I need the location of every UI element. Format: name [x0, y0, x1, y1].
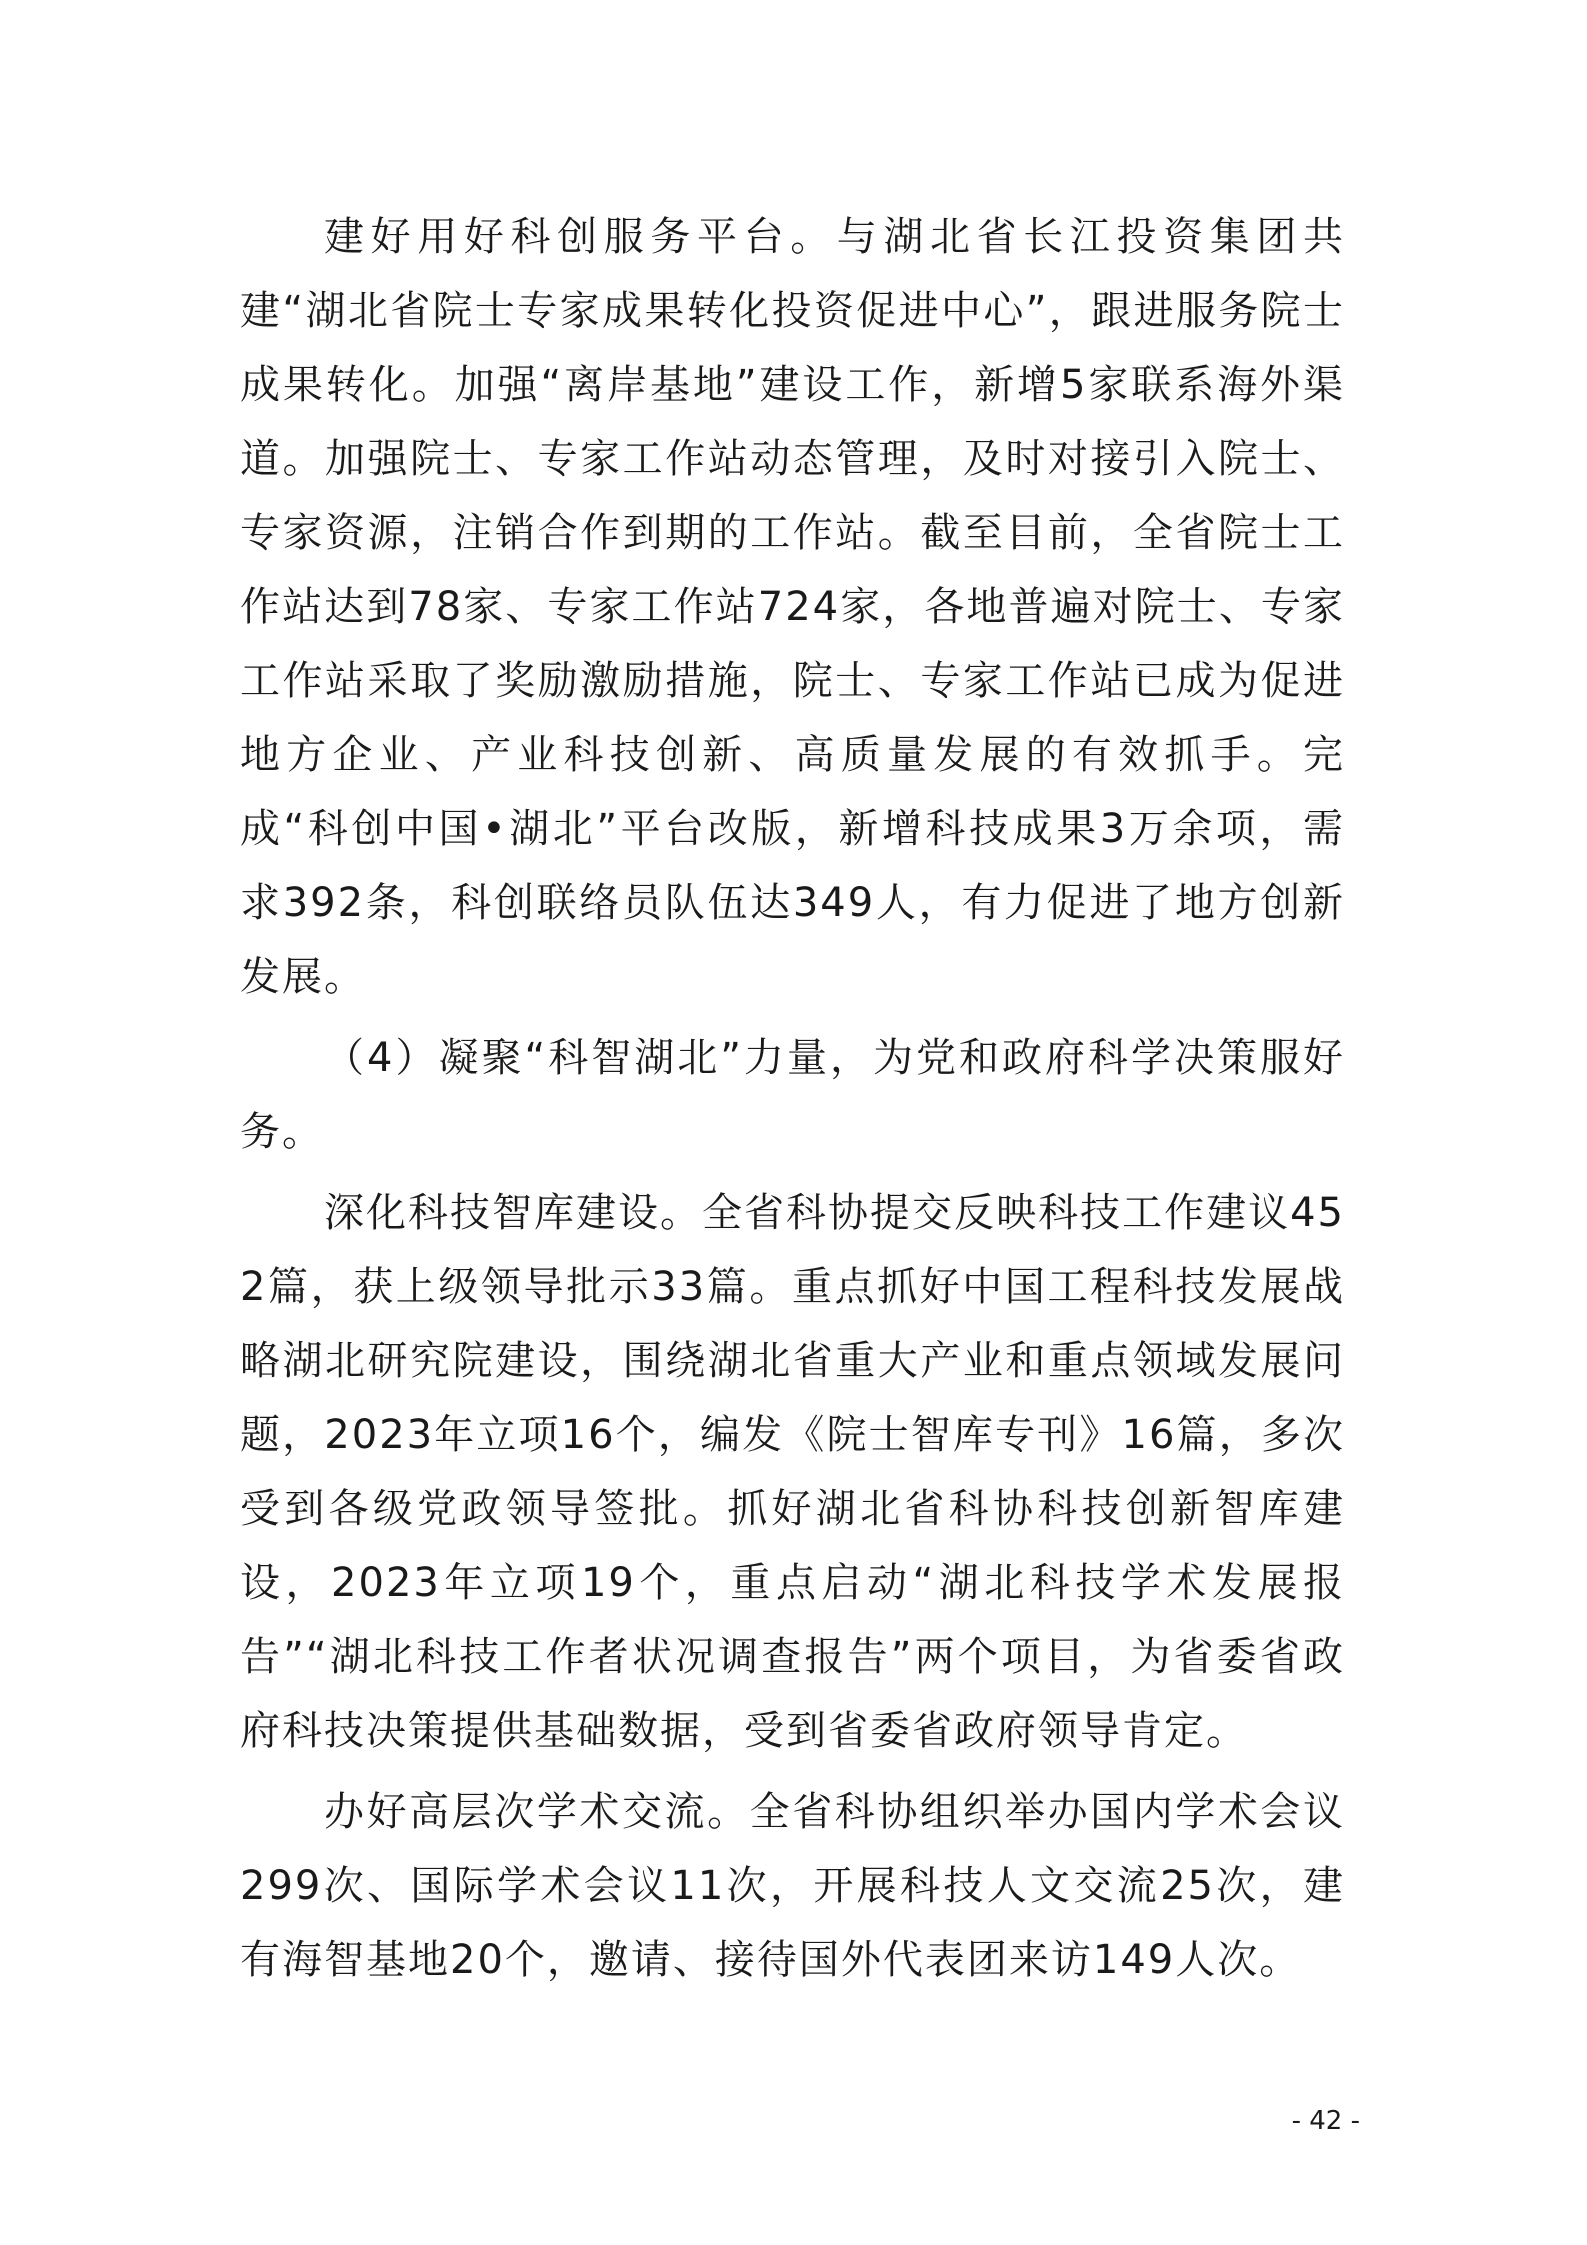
paragraph-think-tank: 深化科技智库建设。全省科协提交反映科技工作建议452篇，获上级领导批示33篇。重点抓好中国工程科技发展战略湖北研究院建设，围绕湖北省重大产业和重点领域发展问题，2023年立项16个，编发《院士智库专刊》16篇，多次受到各级党政领导签批。抓好湖北省科协科技创新智库建设，2023年立项19个，重点启动“湖北科技学术发展报告”“湖北科技工作者状况调查报告”两个项目，为省委省政府科技决策提供基础数据，受到省委省政府领导肯定。 [240, 1190, 1345, 1754]
paragraph-academic-exchange: 办好高层次学术交流。全省科协组织举办国内学术会议299次、国际学术会议11次，开展科技人文交流25次，建有海智基地20个，邀请、接待国外代表团来访149人次。 [240, 1789, 1345, 1983]
document-body [240, 200, 1345, 1997]
paragraph-section-heading: （4）凝聚“科智湖北”力量，为党和政府科学决策服好务。 [240, 1035, 1345, 1155]
page-number: - 42 - [1291, 2106, 1360, 2136]
paragraph-platform-services: 建好用好科创服务平台。与湖北省长江投资集团共建“湖北省院士专家成果转化投资促进中心”，跟进服务院士成果转化。加强“离岸基地”建设工作，新增5家联系海外渠道。加强院士、专家工作站动态管理，及时对接引入院士、专家资源，注销合作到期的工作站。截至目前，全省院士工作站达到78家、专家工作站724家，各地普遍对院士、专家工作站采取了奖励激励措施，院士、专家工作站已成为促进地方企业、产业科技创新、高质量发展的有效抓手。完成“科创中国•湖北”平台改版，新增科技成果3万余项，需求392条，科创联络员队伍达349人，有力促进了地方创新发展。 [240, 214, 1345, 1000]
